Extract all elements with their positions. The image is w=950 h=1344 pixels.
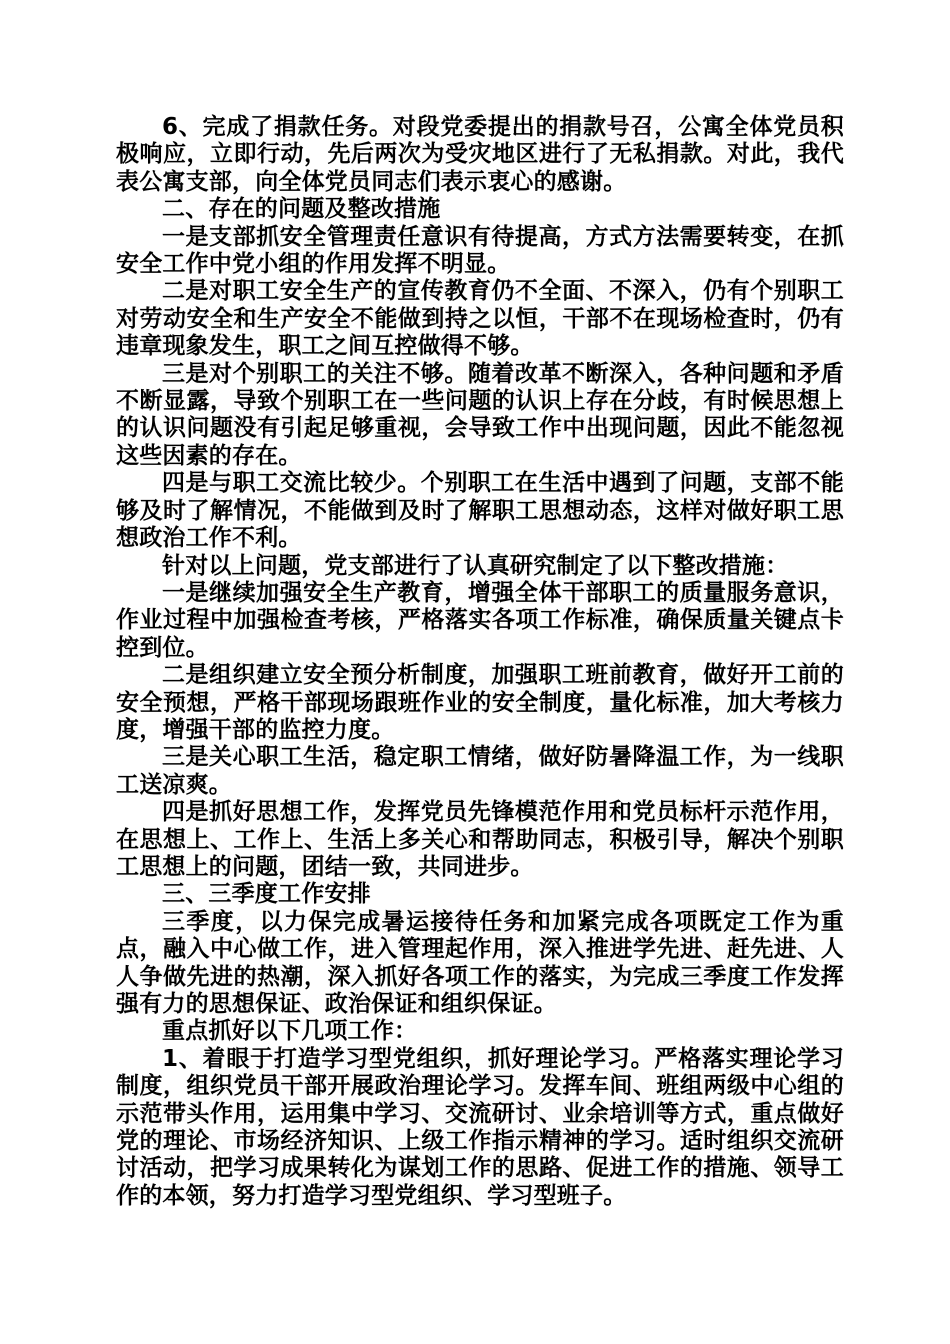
paragraph-task-1: 1、着眼于打造学习型党组织，抓好理论学习。严格落实理论学习制度，组织党员干部开展政治理论学习。发挥车间、班组两级中心组的示范带头作用，运用集中学习、交流研讨、业余培训等方式，重点做好党的理论、市场经济知识、上级工作指示精神的学习。适时组织交流研讨活动，把学习成果转化为谋划工作的思路、促进工作的措施、领导工作的本领，努力打造学习型党组织、学习型班子。 [116,1045,844,1209]
paragraph-measure-2: 二是组织建立安全预分析制度，加强职工班前教育，做好开工前的安全预想，严格干部现场跟班作业的安全制度，量化标准，加大考核力度，增强干部的监控力度。 [116,662,844,743]
paragraph-measure-3: 三是关心职工生活，稳定职工情绪，做好防暑降温工作，为一线职工送凉爽。 [116,744,844,798]
section-heading-q3-plan: 三、三季度工作安排 [162,881,371,908]
paragraph-problem-4: 四是与职工交流比较少。个别职工在生活中遇到了问题，支部不能够及时了解情况，不能做到及时了解职工思想动态，这样对做好职工思想政治工作不利。 [116,470,844,552]
document-page [116,114,844,1210]
subheading-measures: 针对以上问题，党支部进行了认真研究制定了以下整改措施： [162,552,789,579]
subheading-key-tasks: 重点抓好以下几项工作： [162,1018,418,1045]
paragraph-q3-overview: 三季度，以力保完成暑运接待任务和加紧完成各项既定工作为重点，融入中心做工作，进入管理起作用，深入推进学先进、赶先进、人人争做先进的热潮，深入抓好各项工作的落实，为完成三季度工作发挥强有力的思想保证、政治保证和组织保证。 [116,908,844,1017]
paragraph-donation: 6、完成了捐款任务。对段党委提出的捐款号召，公寓全体党员积极响应，立即行动，先后两次为受灾地区进行了无私捐款。对此，我代表公寓支部，向全体党员同志们表示衷心的感谢。 [116,114,844,195]
paragraph-problem-2: 二是对职工安全生产的宣传教育仍不全面、不深入，仍有个别职工对劳动安全和生产安全不能做到持之以恒，干部不在现场检查时，仍有违章现象发生，职工之间互控做得不够。 [116,278,844,360]
paragraph-problem-3: 三是对个别职工的关注不够。随着改革不断深入，各种问题和矛盾不断显露，导致个别职工在一些问题的认识上存在分歧，有时候思想上的认识问题没有引起足够重视，会导致工作中出现问题，因此不能忽视这些因素的存在。 [116,360,844,469]
paragraph-measure-1: 一是继续加强安全生产教育，增强全体干部职工的质量服务意识，作业过程中加强检查考核，严格落实各项工作标准，确保质量关键点卡控到位。 [116,579,844,661]
paragraph-measure-4: 四是抓好思想工作，发挥党员先锋模范作用和党员标杆示范作用，在思想上、工作上、生活上多关心和帮助同志，积极引导，解决个别职工思想上的问题，团结一致，共同进步。 [116,799,844,880]
paragraph-problem-1: 一是支部抓安全管理责任意识有待提高，方式方法需要转变，在抓安全工作中党小组的作用发挥不明显。 [116,223,844,278]
section-heading-problems: 二、存在的问题及整改措施 [162,196,441,223]
